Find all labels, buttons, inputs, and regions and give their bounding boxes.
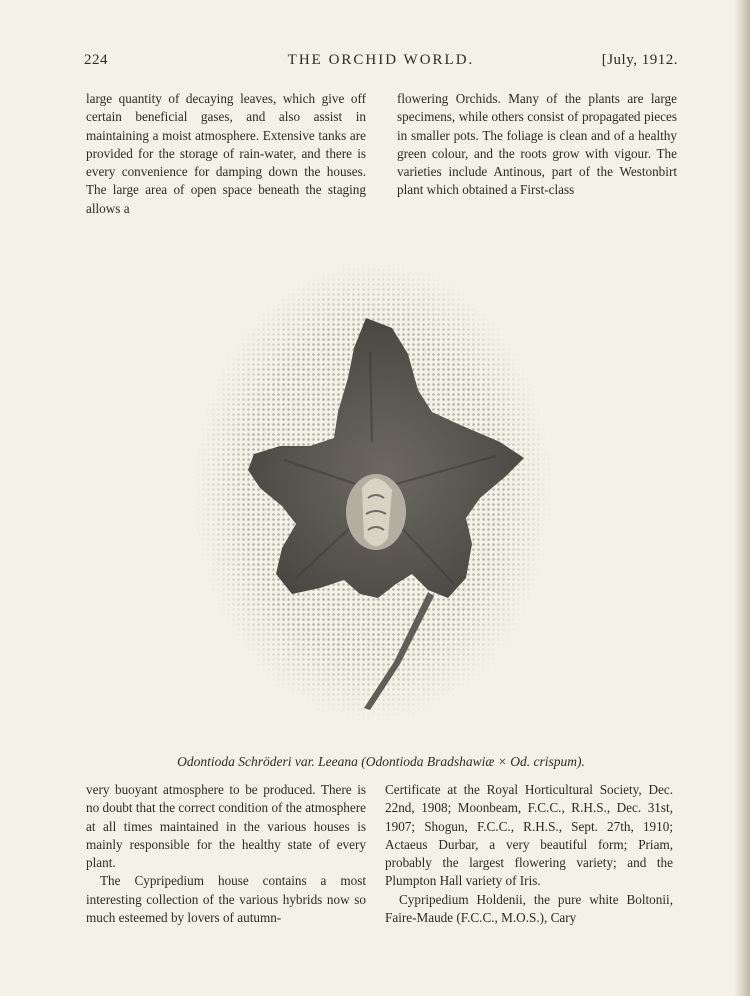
bottom-left-column [86, 781, 366, 927]
page-number: 224 [84, 52, 108, 68]
paragraph: Certificate at the Royal Horticultural Society, Dec. 22nd, 1908; Moonbeam, F.C.C., R.H.S., Dec. 31st, 1907; Shogun, F.C.C., R.H.S., Sept. 27th, 1910; Actaeus Durbar, a very beautiful form; Priam, probably the largest flowering variety; and the Plumpton Hall variety of Iris. [385, 782, 673, 889]
paragraph: large quantity of decaying leaves, which give off certain beneficial gases, and also assist in maintaining a moist atmosphere. Extensive tanks are provided for the storage of rain-water, and there is every convenience for damping down the houses. The large area of open space beneath the staging allows a [86, 91, 366, 216]
journal-title: THE ORCHID WORLD. [287, 52, 475, 68]
flower-column [362, 478, 392, 546]
issue-date: [July, 1912. [601, 52, 678, 68]
top-right-column [397, 90, 677, 200]
paragraph: flowering Orchids. Many of the plants are large specimens, while others consist of propagated pieces in smaller pots. The foliage is clean and of a healthy green colour, and the roots grow with vigour. The varieties include Antinous, part of the Westonbirt plant which obtained a First-class [397, 91, 677, 198]
figure-caption: Odontioda Schröderi var. Leeana (Odontioda Bradshawiæ × Od. crispum). [177, 754, 585, 769]
orchid-photograph [196, 262, 550, 720]
paragraph: very buoyant atmosphere to be produced. There is no doubt that the correct condition of the atmosphere at all times maintained in the various houses is mainly responsible for the healthy state of every plant. [86, 782, 366, 871]
running-header [84, 52, 678, 74]
top-left-column [86, 90, 366, 218]
paragraph: The Cypripedium house contains a most interesting collection of the various hybrids now so much esteemed by lovers of autumn- [86, 873, 366, 926]
page-gutter-shadow [734, 0, 750, 996]
paragraph: Cypripedium Holdenii, the pure white Boltonii, Faire-Maude (F.C.C., M.O.S.), Cary [385, 891, 673, 926]
bottom-right-column [385, 781, 673, 927]
